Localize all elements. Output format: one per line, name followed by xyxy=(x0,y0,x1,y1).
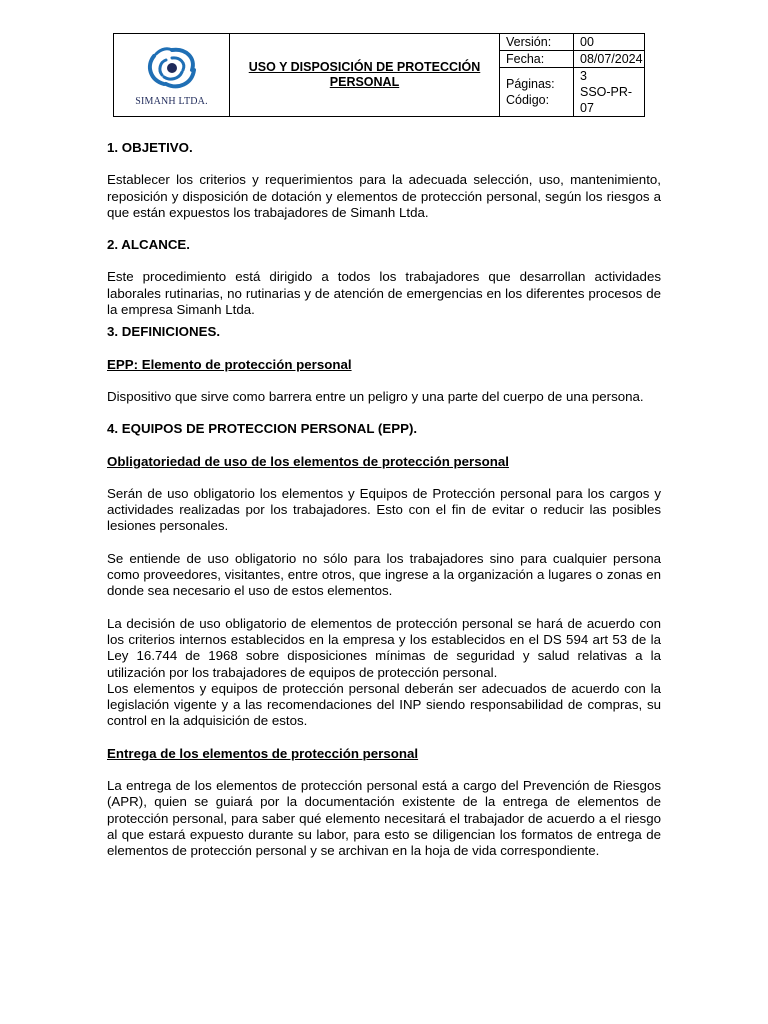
obligatoriedad-subtitle: Obligatoriedad de uso de los elementos de protección personal xyxy=(107,453,509,469)
section-alcance-text: Este procedimiento está dirigido a todos los trabajadores que desarrollan actividades laborales rutinarias, no rutinarias y de atención de emergencias en los diferentes procesos de la empresa Simanh Ltda. xyxy=(107,269,661,318)
pages-value: 3 xyxy=(580,69,587,83)
obligatoriedad-paragraph-1: Serán de uso obligatorio los elementos y Equipos de Protección personal para los cargos y actividades realizadas por los trabajadores. Esto con el fin de evitar o reducir las posibles lesiones personales. xyxy=(107,485,661,534)
company-name: SIMANH LTDA. xyxy=(135,95,208,107)
version-value: 00 xyxy=(574,34,645,51)
code-label: Código: xyxy=(506,93,550,107)
document-body xyxy=(107,140,661,860)
document-header xyxy=(113,33,645,117)
pages-code-values xyxy=(574,68,645,117)
date-label: Fecha: xyxy=(500,51,574,68)
epp-definition-text: Dispositivo que sirve como barrera entre un peligro y una parte del cuerpo de una persona. xyxy=(107,388,644,404)
entrega-subtitle: Entrega de los elementos de protección personal xyxy=(107,745,419,761)
company-logo-cell xyxy=(114,34,230,117)
section-objetivo-title: 1. OBJETIVO. xyxy=(107,140,193,155)
section-definiciones-title: 3. DEFINICIONES. xyxy=(107,324,221,340)
obligatoriedad-paragraph-2: Se entiende de uso obligatorio no sólo para los trabajadores sino para cualquier persona como proveedores, visitantes, entre otros, que ingrese a la organización a lugares o zonas en donde sea necesario el uso de estos elementos. xyxy=(107,550,661,599)
version-label: Versión: xyxy=(500,34,574,51)
date-value: 08/07/2024 xyxy=(574,51,645,68)
code-value: SSO-PR-07 xyxy=(580,85,633,115)
section-alcance-title: 2. ALCANCE. xyxy=(107,237,190,253)
obligatoriedad-paragraph-4: Los elementos y equipos de protección personal deberán ser adecuados de acuerdo con la legislación vigente y a las recomendaciones del INP siendo responsabilidad de compras, su control en la adquisición de estos. xyxy=(107,680,661,729)
section-objetivo-text: Establecer los criterios y requerimientos para la adecuada selección, uso, mantenimiento, reposición y disposición de dotación y elementos de protección personal, según los riesgos a que están expuestos los trabajadores de Simanh Ltda. xyxy=(107,172,661,220)
pages-label: Páginas: xyxy=(506,77,555,91)
section-equipos-title: 4. EQUIPOS DE PROTECCION PERSONAL (EPP). xyxy=(107,421,418,437)
obligatoriedad-paragraph-3: La decisión de uso obligatorio de elementos de protección personal se hará de acuerdo con los criterios internos establecidos en la empresa y los establecidos en el DS 594 art 53 de la Ley 16.744 de 1968 sobre disposiciones mínimas de seguridad y salud relativas a la utilización por los trabajadores de equipos de protección personal. xyxy=(107,615,661,680)
document-title: USO Y DISPOSICIÓN DE PROTECCIÓN PERSONAL xyxy=(230,34,500,117)
company-logo-icon xyxy=(142,44,202,90)
epp-subtitle: EPP: Elemento de protección personal xyxy=(107,356,352,372)
pages-code-labels xyxy=(500,68,574,117)
entrega-paragraph: La entrega de los elementos de protección personal está a cargo del Prevención de Riesgos (APR), quien se guiará por la documentación existente de la entrega de elementos de protección personal, para saber qué elemento necesitará el trabajador de acuerdo a el riesgo al que estará expuesto durante su labor, para esto se diligencian los formatos de entrega de elementos de protección personal y se archivan en la hoja de vida correspondiente. xyxy=(107,778,661,859)
